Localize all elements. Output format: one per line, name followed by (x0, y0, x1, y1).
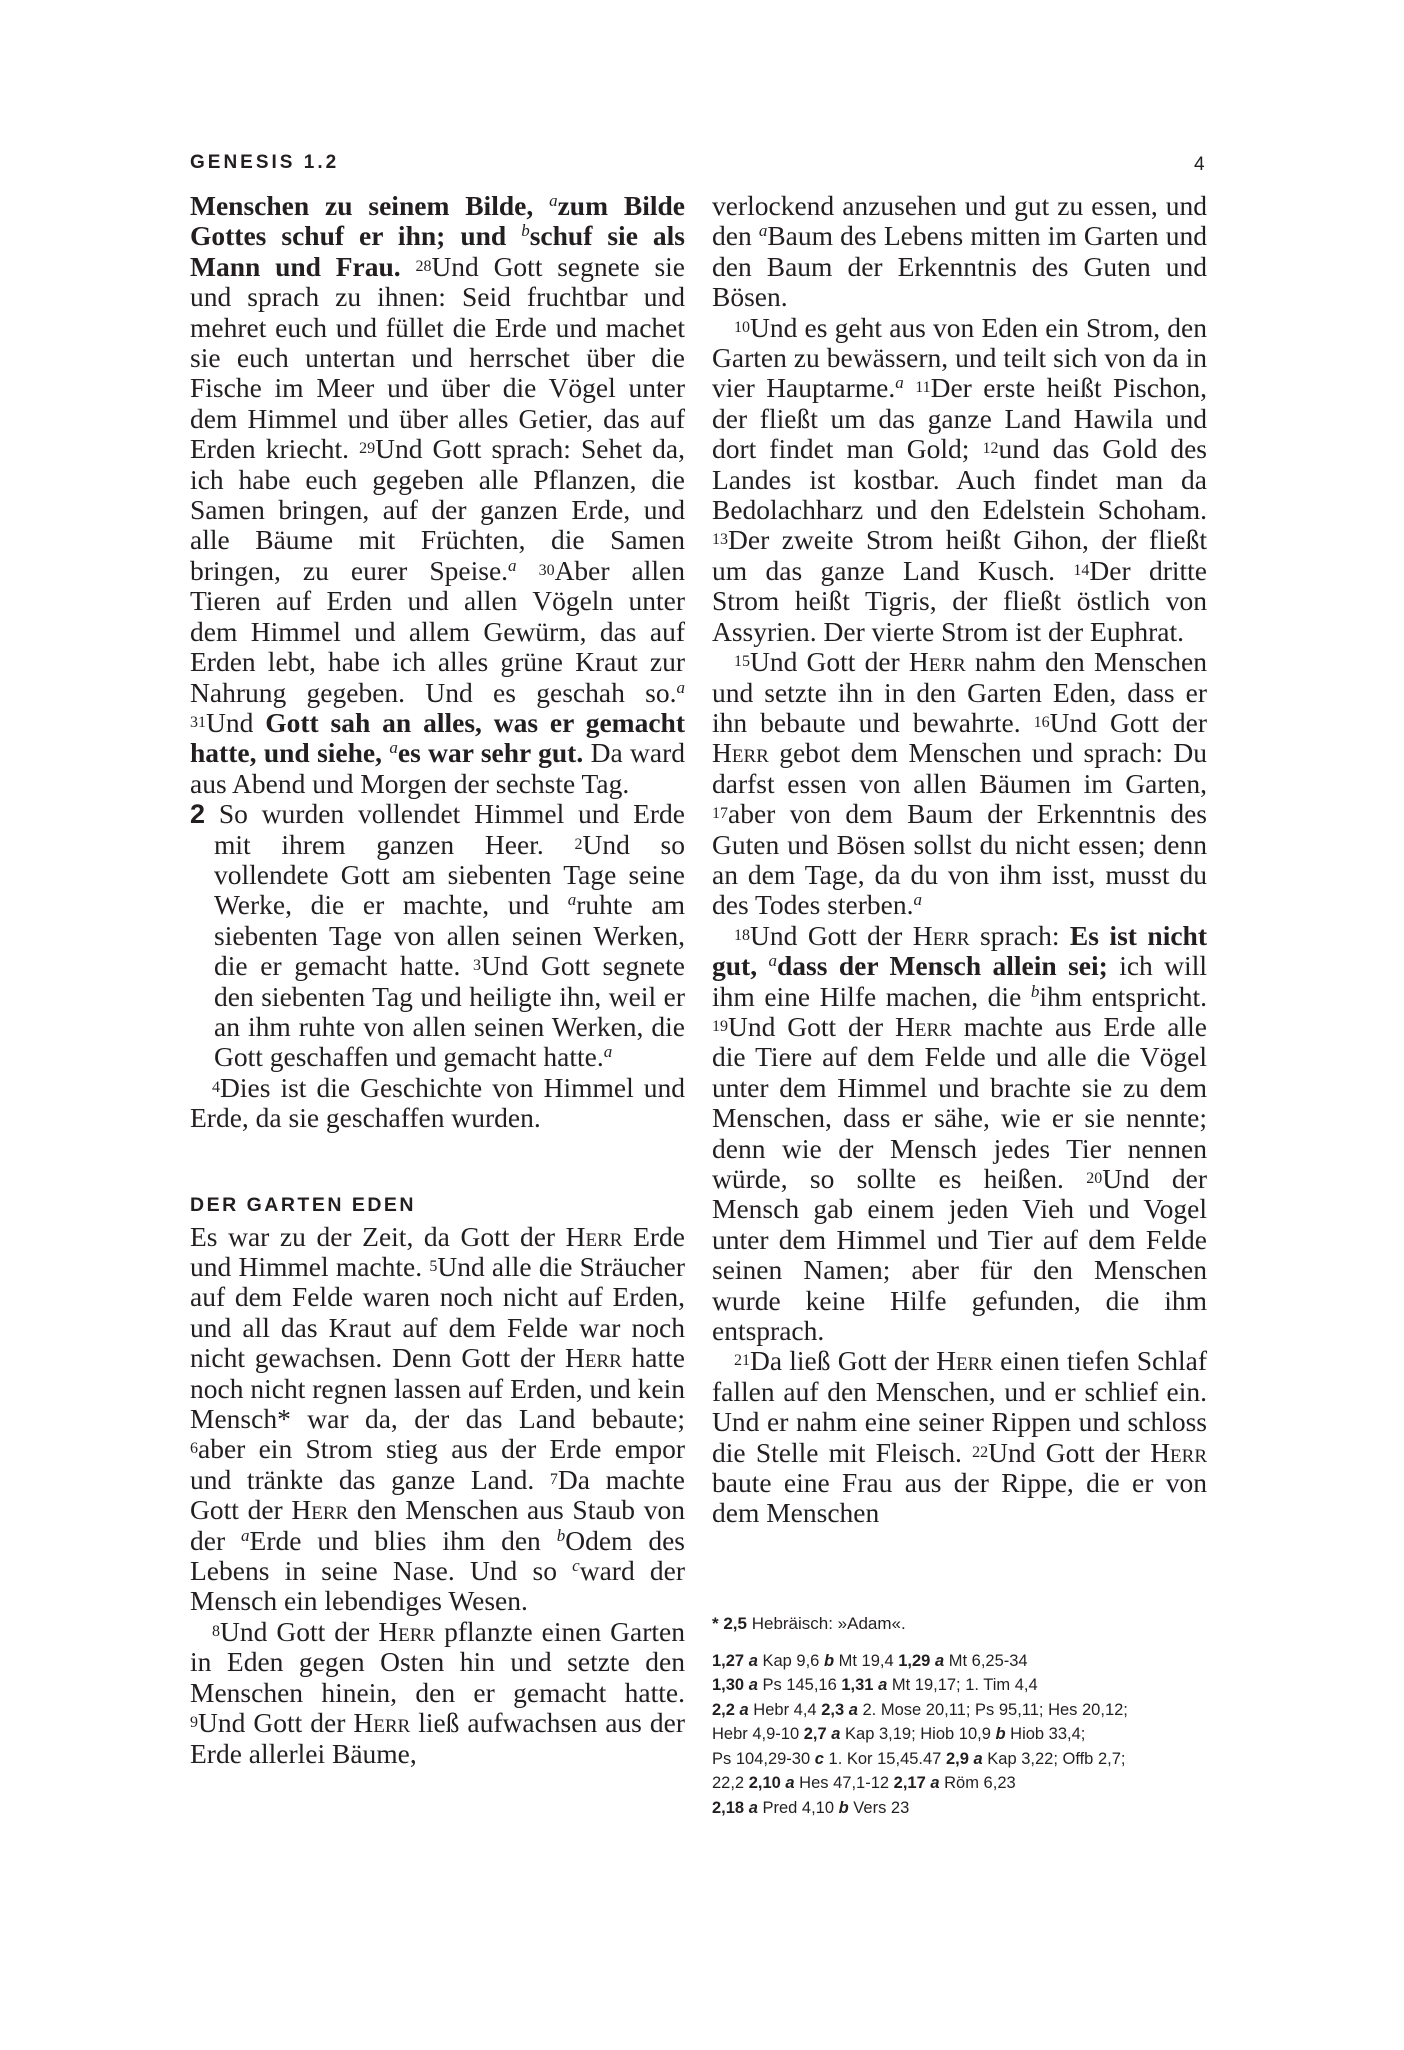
verse-text: Und der Mensch gab einem jeden Vieh und Vogel unter dem Himmel und Tier auf dem Felde seinen Namen; aber für den Menschen wurde keine Hilfe gefunden, die ihm entsprach. (712, 1163, 1208, 1347)
bold-text: Gott sah an alles, was er gemacht hatte, und siehe, (190, 706, 685, 769)
paragraph-2-4b (190, 1222, 685, 1617)
verse-number: 3 (473, 957, 481, 975)
footnote-text: Hebräisch: »Adam«. (746, 1614, 906, 1633)
reference-text: Mt 19,17; 1. Tim 4,4 (887, 1676, 1038, 1694)
reference-label: 1,27 (712, 1651, 749, 1670)
lord-smallcaps: Herr (1150, 1436, 1207, 1468)
reference-letter: a (848, 1700, 858, 1719)
verse-text: pflanzte einen Garten in Eden gegen Osten hin und setzte den Menschen hinein, den er gemacht hatte. (190, 1615, 685, 1708)
reference-label: 2,18 (712, 1798, 749, 1817)
bold-text: es war sehr gut. (397, 737, 584, 769)
verse-text: Und Gott der (728, 1010, 895, 1042)
verse-text: Und es geht aus von Eden ein Strom, den Garten zu bewässern, und teilt sich von da in vier Hauptarme. (712, 311, 1207, 404)
bold-text: Es ist nicht gut, (712, 919, 1207, 982)
reference-label: 1,30 (712, 1676, 749, 1694)
chapter-number: 2 (190, 799, 206, 830)
reference-letter: b (838, 1798, 849, 1817)
reference-text: 2. Mose 20,11; Ps 95,11; Hes 20,12; (857, 1700, 1128, 1719)
verse-text: Und Gott sprach: Sehet da, ich habe euch gegeben alle Pflanzen, die Samen bringen, auf der ganzen Erde, und alle Bäume mit Früchten, die Samen bringen, zu eurer Speise. (190, 433, 686, 586)
left-column (190, 191, 685, 1769)
verse-text: hatte noch nicht regnen lassen auf Erden, und kein Mensch* war da, der das Land bebaute; (190, 1342, 685, 1435)
reference-text: Mt 19,4 (834, 1651, 899, 1670)
reference-text: Hebr 4,9-10 (712, 1725, 804, 1743)
verse-text: verlockend anzusehen und gut zu essen, und den (712, 190, 1207, 252)
verse-number: 5 (429, 1258, 438, 1275)
verse-text: Baum des Lebens mitten im Garten und den Baum der Erkenntnis des Guten und Bösen. (712, 220, 1207, 313)
lord-smallcaps: Herr (378, 1615, 436, 1647)
cross-reference-line (712, 1698, 1212, 1723)
verse-text: Odem des Lebens in seine Nase. Und so (190, 1524, 685, 1587)
verse-text: Und Gott segnete den siebenten Tag und heiligte ihn, weil er an ihm ruhte von allen seinen Werken, die Gott geschaffen und gemacht hatte. (214, 950, 685, 1073)
verse-text: Da ließ Gott der (750, 1345, 937, 1377)
paragraph-2-15 (712, 647, 1207, 921)
reference-text: 22,2 (712, 1774, 749, 1792)
verse-text: Der dritte Strom heißt Tigris, der fließt östlich von Assyrien. Der vierte Strom ist der Euphrat. (712, 554, 1208, 647)
lord-smallcaps: Herr (353, 1707, 411, 1739)
verse-number: 6 (190, 1440, 198, 1458)
footnote-marker: a (676, 677, 685, 697)
bold-text: schuf sie als Mann und Frau. (190, 220, 685, 282)
footnote-marker: c (572, 1556, 580, 1576)
verse-number: 10 (734, 318, 750, 336)
cross-reference-line (712, 1673, 1212, 1698)
footnote-marker: a (758, 221, 768, 241)
paragraph-2-10 (712, 313, 1207, 647)
verse-text: ruhte am siebenten Tage von allen seinen Werken, die er gemacht hatte. (214, 889, 685, 982)
verse-number: 22 (972, 1443, 989, 1461)
reference-label: 2,9 (945, 1749, 974, 1768)
reference-text: Kap 3,22; Offb 2,7; (982, 1749, 1126, 1768)
verse-text: Da ward aus Abend und Morgen der sechste Tag. (190, 737, 686, 799)
reference-label: 1,29 (898, 1651, 935, 1670)
reference-letter: a (934, 1651, 945, 1670)
verse-number: 13 (712, 531, 728, 549)
paragraph-2-21 (712, 1346, 1207, 1528)
verse-text: ließ aufwachsen aus der Erde allerlei Bäume, (190, 1707, 685, 1769)
reference-letter: a (930, 1774, 940, 1792)
reference-letter: a (785, 1774, 795, 1792)
verse-text: ihm entspricht. (1039, 980, 1207, 1012)
reference-letter: a (831, 1725, 841, 1743)
reference-letter: a (748, 1798, 758, 1817)
verse-text: einen tiefen Schlaf fallen auf den Menschen, und er schlief ein. Und er nahm eine seiner Rippen und schloss die Stelle mit Fleisch. (712, 1345, 1208, 1468)
verse-text: Und Gott der (1049, 706, 1207, 738)
verse-number: 17 (712, 805, 728, 823)
footnote-ref: * 2,5 (712, 1614, 747, 1633)
reference-text: Hebr 4,4 (748, 1700, 822, 1719)
lord-smallcaps: Herr (936, 1345, 993, 1377)
verse-text: Und alle die Sträucher auf dem Felde waren noch nicht auf Erden, und all das Kraut auf dem Felde war noch nicht gewachsen. Denn Gott der (190, 1251, 686, 1374)
lord-smallcaps: Herr (565, 1220, 623, 1252)
reference-text: Hiob 33,4; (1005, 1725, 1086, 1743)
reference-letter: a (878, 1676, 888, 1694)
reference-letter: a (748, 1676, 758, 1694)
verse-number: 31 (190, 713, 206, 731)
verse-number: 7 (549, 1470, 558, 1488)
lord-smallcaps: Herr (291, 1494, 349, 1526)
cross-reference-line (712, 1747, 1212, 1772)
verse-text: Aber allen Tieren auf Erden und allen Vögeln unter dem Himmel und allem Gewürm, das auf Erden lebt, habe ich alles grüne Kraut zur Nahrung gegeben. Und es geschah so. (190, 554, 685, 708)
verse-number: 14 (1073, 561, 1090, 579)
verse-text: baute eine Frau aus der Rippe, die er von dem Menschen (712, 1467, 1207, 1529)
verse-number: 21 (734, 1352, 750, 1370)
verse-text: gebot dem Menschen und sprach: Du darfst essen von allen Bäumen im Garten, (712, 737, 1207, 799)
page-number: 4 (1194, 154, 1205, 175)
paragraph-2-9-cont (712, 191, 1207, 313)
lord-smallcaps: Herr (712, 737, 769, 769)
cross-reference-line (712, 1771, 1212, 1796)
paragraph-2-8 (190, 1617, 685, 1769)
paragraph-2-18 (712, 921, 1207, 1347)
verse-text: Und Gott segnete sie und sprach zu ihnen: Seid fruchtbar und mehret euch und füllet die Erde und machet sie euch untertan und herrschet über die Fische im Meer und über die Vögel unter dem Himmel und über alles Getier, das auf Erden kriecht. (190, 250, 686, 465)
verse-number: 15 (734, 653, 750, 671)
footnote-marker: a (603, 1042, 613, 1062)
bold-text: Menschen zu seinem Bilde, (190, 190, 550, 221)
verse-number: 11 (915, 379, 931, 397)
verse-number: 29 (359, 440, 376, 458)
paragraph-2-4 (190, 1073, 685, 1134)
reference-label: 1,31 (841, 1676, 879, 1694)
verse-text: nahm den Menschen und setzte ihn in den Garten Eden, dass er ihn bebaute und bewahrte. (712, 646, 1207, 738)
verse-number: 20 (1086, 1170, 1103, 1187)
footnote-marker: a (241, 1525, 250, 1545)
footnote-marker: b (556, 1525, 566, 1545)
reference-label: 2,10 (748, 1774, 786, 1792)
verse-number: 8 (212, 1622, 220, 1640)
verse-number: 18 (734, 926, 750, 944)
reference-text: Kap 9,6 (757, 1651, 824, 1670)
verse-text: Es war zu der Zeit, da Gott der (190, 1220, 566, 1252)
verse-text: Erde und blies ihm den (249, 1524, 557, 1556)
section-heading: DER GARTEN EDEN (190, 1193, 417, 1216)
verse-text: Da machte Gott der (190, 1463, 685, 1526)
verse-text: Und (206, 706, 266, 738)
verse-text: den Menschen aus Staub von der (190, 1494, 685, 1556)
verse-text: Und Gott der (750, 646, 909, 678)
verse-text: und das Gold des Landes ist kostbar. Auch findet man da Bedolachharz und den Edelstein Schoham. (712, 433, 1207, 526)
footnote-marker: a (913, 890, 922, 910)
footnotes (712, 1612, 1212, 1820)
verse-text: Und Gott der (750, 919, 913, 951)
reference-text: Röm 6,23 (939, 1774, 1016, 1792)
verse-text: ich will ihm eine Hilfe machen, die (712, 950, 1207, 1012)
verse-number: 19 (712, 1017, 728, 1035)
verse-number: 16 (1033, 713, 1050, 731)
verse-text: Und so vollendete Gott am siebenten Tage seine Werke, die er machte, und (214, 828, 686, 921)
paragraph-1-27 (190, 191, 685, 799)
verse-text: Und Gott der (198, 1707, 354, 1739)
reference-label: 2,17 (893, 1774, 931, 1792)
verse-number: 30 (538, 561, 555, 579)
verse-text: aber von dem Baum der Erkenntnis des Guten und Bösen sollst du nicht essen; denn an dem Tage, da du von ihm isst, musst du des Todes sterben. (712, 798, 1207, 921)
verse-number: 9 (190, 1714, 198, 1732)
reference-letter: a (973, 1749, 983, 1768)
verse-number: 12 (982, 440, 999, 458)
footnote-marker: b (521, 221, 530, 241)
verse-text: So wurden vollendet Himmel und Erde mit ihrem ganzen Heer. (205, 798, 685, 860)
reference-text: Pred 4,10 (757, 1798, 839, 1817)
cross-reference-line (712, 1649, 1212, 1674)
verse-text: sprach: (969, 919, 1070, 951)
verse-number: 4 (212, 1078, 220, 1096)
verse-text: Und Gott der (220, 1615, 379, 1647)
verse-text: ward der Mensch ein lebendiges Wesen. (190, 1555, 686, 1617)
cross-references (712, 1649, 1212, 1821)
reference-label: 2,7 (803, 1725, 832, 1743)
lord-smallcaps: Herr (908, 646, 966, 678)
reference-letter: a (748, 1651, 758, 1670)
verse-text: Der erste heißt Pischon, der fließt um das ganze Land Hawila und dort findet man Gold; (712, 372, 1208, 465)
verse-number: 28 (415, 257, 432, 275)
verse-text: Dies ist die Geschichte von Himmel und Erde, da sie geschaffen wurden. (190, 1071, 685, 1134)
footnote-marker: a (549, 191, 558, 210)
verse-text: machte aus Erde alle die Tiere auf dem Felde und alle die Vögel unter dem Himmel und brachte sie zu dem Menschen, dass er sähe, wie er sie nennte; denn wie der Mensch jedes Tier nennen würde, so sollte es heißen. (712, 1010, 1207, 1194)
chapter-2-start (190, 799, 685, 1073)
verse-number: 2 (574, 835, 583, 853)
footnote-marker: a (768, 951, 777, 971)
right-column (712, 191, 1207, 1529)
bold-text: zum Bilde Gottes schuf er ihn; und (190, 190, 685, 252)
cross-reference-line (712, 1722, 1212, 1747)
footnote-marker: b (1030, 981, 1040, 1001)
reference-text: Vers 23 (848, 1798, 910, 1817)
verse-text: Erde und Himmel machte. (190, 1220, 685, 1282)
reference-letter: c (814, 1749, 824, 1768)
reference-letter: b (995, 1725, 1006, 1743)
lord-smallcaps: Herr (895, 1010, 952, 1042)
reference-text: Hes 47,1-12 (794, 1774, 894, 1792)
lord-smallcaps: Herr (912, 919, 970, 951)
reference-label: 2,3 (821, 1700, 849, 1719)
footnote-marker: a (567, 890, 577, 910)
cross-reference-line (712, 1796, 1212, 1821)
verse-text: aber ein Strom stieg aus der Erde empor und tränkte das ganze Land. (190, 1433, 685, 1495)
verse-text: Und Gott der (988, 1436, 1151, 1468)
running-head: GENESIS 1.2 (190, 152, 340, 173)
verse-text: Der zweite Strom heißt Gihon, der fließt um das ganze Land Kusch. (712, 524, 1207, 586)
footnote-marker: a (389, 738, 398, 758)
reference-label: 2,2 (712, 1700, 740, 1719)
footnote-marker: a (508, 555, 517, 575)
reference-text: Ps 145,16 (757, 1676, 842, 1694)
reference-text: 1. Kor 15,45.47 (823, 1749, 946, 1768)
footnote-marker: a (895, 373, 904, 393)
reference-text: Mt 6,25-34 (944, 1651, 1028, 1670)
reference-letter: a (739, 1700, 749, 1719)
footnote-adam (712, 1612, 1212, 1637)
lord-smallcaps: Herr (564, 1342, 622, 1374)
reference-text: Ps 104,29-30 (712, 1749, 815, 1768)
bold-text: dass der Mensch allein sei; (776, 950, 1108, 982)
reference-letter: b (823, 1651, 835, 1670)
reference-text: Kap 3,19; Hiob 10,9 (840, 1725, 996, 1743)
